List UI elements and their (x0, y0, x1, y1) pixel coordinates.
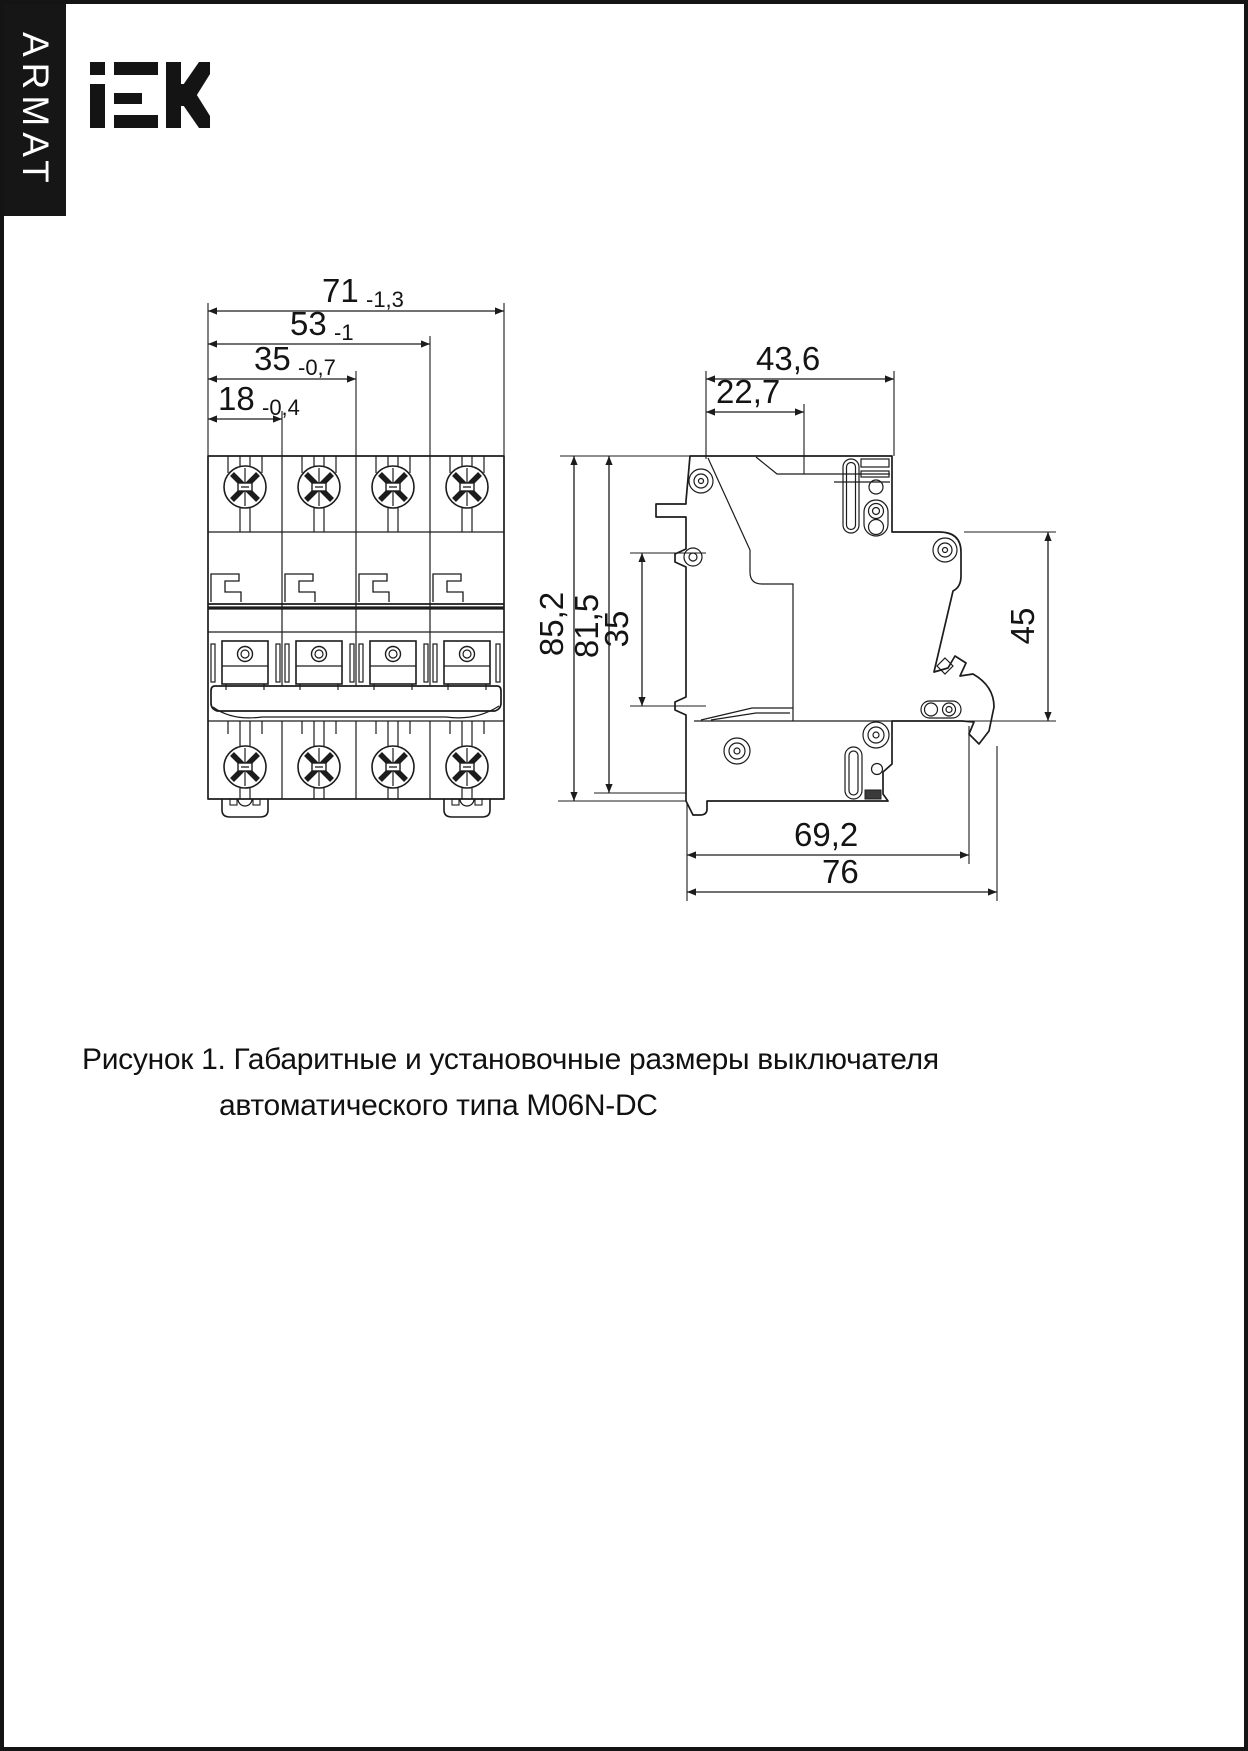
svg-text:53: 53 (290, 305, 327, 342)
side-dim-76: 76 (822, 853, 859, 890)
svg-text:35: 35 (254, 340, 291, 377)
side-dim-81-5: 81,5 (568, 593, 605, 659)
figure-caption-line2: автоматического типа M06N-DC (219, 1089, 658, 1122)
side-view (533, 340, 1056, 901)
svg-text:71: 71 (322, 272, 359, 309)
handle-tie-bar (211, 686, 501, 718)
svg-text:18: 18 (218, 380, 255, 417)
svg-text:-1: -1 (334, 320, 354, 345)
front-dim-71 (322, 272, 404, 312)
technical-drawing (4, 4, 1248, 1751)
svg-text:-0,7: -0,7 (298, 355, 336, 380)
toggle-latches (211, 574, 463, 602)
front-dim-18 (218, 380, 300, 420)
side-dim-22-7: 22,7 (716, 373, 781, 410)
figure-caption-line1: Рисунок 1. Габаритные и установочные размеры выключателя (82, 1043, 939, 1076)
side-dim-69-2: 69,2 (794, 816, 859, 853)
armat-label: ARMAT (15, 31, 56, 189)
svg-text:-0,4: -0,4 (262, 395, 300, 420)
front-view (208, 272, 504, 817)
mounting-feet (222, 799, 490, 817)
figure-caption (4, 1037, 1248, 1129)
side-dim-43-6: 43,6 (756, 340, 821, 377)
side-dim-85-2: 85,2 (533, 591, 570, 657)
side-dim-45: 45 (1004, 607, 1041, 645)
breaker-side-body (656, 456, 994, 815)
svg-text:-1,3: -1,3 (366, 287, 404, 312)
side-dim-35: 35 (598, 610, 635, 648)
front-dim-35 (254, 340, 336, 380)
